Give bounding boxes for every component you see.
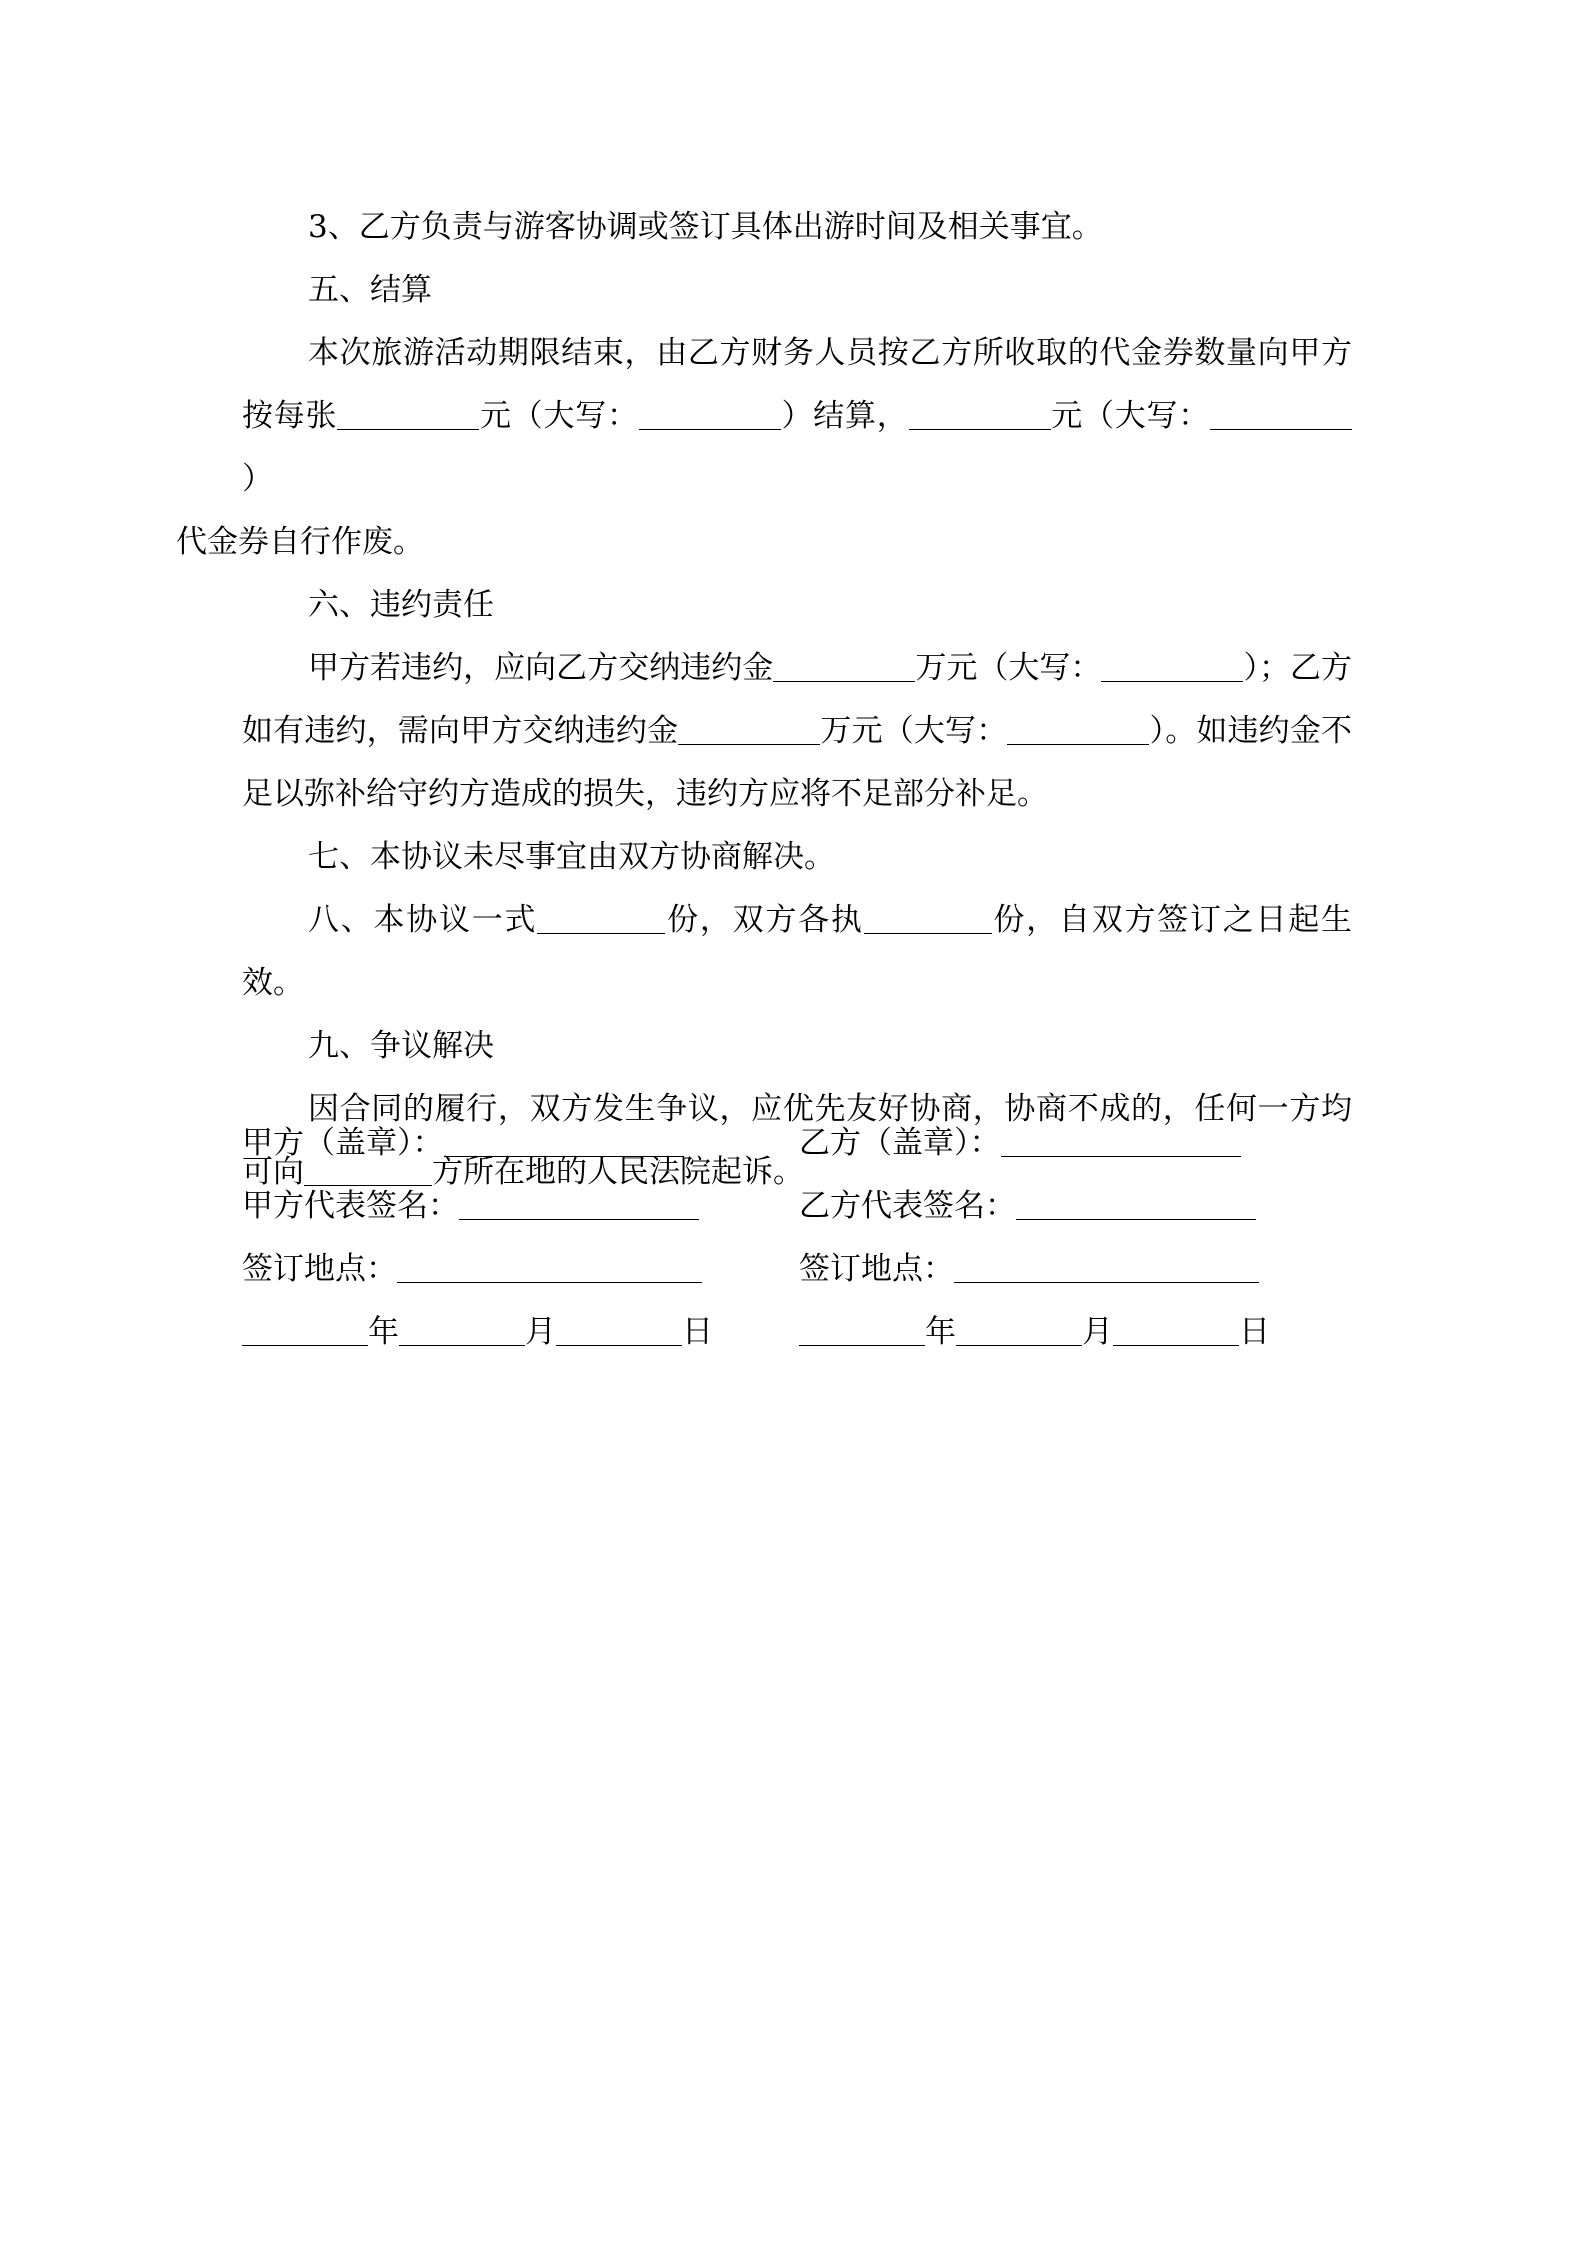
blank-field[interactable] — [1210, 399, 1352, 430]
settlement-text-5: ） — [242, 461, 273, 497]
party-a-seal-field[interactable] — [444, 1126, 684, 1157]
breach-text-4: 万元（大写： — [820, 713, 1008, 749]
party-a-year-field[interactable] — [242, 1315, 368, 1346]
clause-7: 七、本协议未尽事宜由双方协商解决。 — [308, 839, 835, 875]
party-a-place-row — [242, 1238, 713, 1301]
party-b-seal-label: 乙方（盖章）： — [799, 1125, 1001, 1161]
breach-paragraph — [242, 637, 1352, 826]
blank-field[interactable] — [773, 651, 915, 682]
settlement-paragraph — [176, 322, 1352, 574]
year-label: 年 — [368, 1314, 399, 1350]
party-a-place-label: 签订地点： — [242, 1251, 397, 1287]
year-label: 年 — [925, 1314, 956, 1350]
party-b-month-field[interactable] — [956, 1315, 1082, 1346]
party-a-signature — [242, 1112, 713, 1364]
blank-field[interactable] — [1101, 651, 1243, 682]
party-a-seal-row — [242, 1112, 713, 1175]
dispute-text-1: 因合同的履行，双方发生争议，应优先友好协商，协商不成的，任何一方均可向 — [242, 1091, 1352, 1190]
clause-8-text-2: 份，双方各执 — [665, 902, 864, 938]
dispute-text-2: 方所在地的人民法院起诉。 — [432, 1154, 804, 1190]
clause-8-text-1: 八、本协议一式 — [308, 902, 538, 938]
clause-3: 3、乙方负责与游客协调或签订具体出游时间及相关事宜。 — [308, 209, 1103, 245]
clause-8 — [242, 889, 1352, 1015]
breach-text-2: 万元（大写： — [915, 650, 1102, 686]
blank-field[interactable] — [678, 714, 820, 745]
section-heading-breach: 六、违约责任 — [308, 587, 494, 623]
party-b-signature — [799, 1112, 1270, 1364]
party-a-rep-field[interactable] — [459, 1189, 699, 1220]
party-b-day-field[interactable] — [1113, 1315, 1239, 1346]
blank-field[interactable] — [1007, 714, 1149, 745]
blank-field[interactable] — [639, 399, 781, 430]
party-a-rep-label: 甲方代表签名： — [242, 1188, 459, 1224]
party-b-rep-field[interactable] — [1016, 1189, 1256, 1220]
blank-field[interactable] — [909, 399, 1051, 430]
party-a-month-field[interactable] — [399, 1315, 525, 1346]
party-b-rep-label: 乙方代表签名： — [799, 1188, 1016, 1224]
section-heading-settlement: 五、结算 — [308, 272, 432, 308]
settlement-text-4: 元（大写： — [1050, 398, 1210, 434]
party-b-seal-field[interactable] — [1001, 1126, 1241, 1157]
party-a-seal-label: 甲方（盖章）： — [242, 1125, 444, 1161]
party-a-date-row — [242, 1301, 713, 1364]
breach-text-3: ）；乙方如有违约，需向甲方交纳违约金 — [242, 650, 1353, 749]
blank-field[interactable] — [537, 903, 665, 934]
party-b-date-row — [799, 1301, 1270, 1364]
blank-field[interactable] — [864, 903, 992, 934]
party-b-place-label: 签订地点： — [799, 1251, 954, 1287]
contract-body — [176, 196, 1353, 1204]
section-heading-dispute: 九、争议解决 — [308, 1028, 494, 1064]
day-label: 日 — [682, 1314, 713, 1350]
party-a-day-field[interactable] — [556, 1315, 682, 1346]
party-b-place-field[interactable] — [954, 1252, 1259, 1283]
party-a-rep-row — [242, 1175, 713, 1238]
day-label: 日 — [1239, 1314, 1270, 1350]
party-a-place-field[interactable] — [397, 1252, 702, 1283]
settlement-text-6: 代金券自行作废。 — [176, 524, 424, 560]
breach-text-1: 甲方若违约，应向乙方交纳违约金 — [308, 650, 774, 686]
month-label: 月 — [525, 1314, 556, 1350]
clause-8-text-3: 份，自双方签订之日起生效。 — [242, 902, 1353, 1001]
party-b-seal-row — [799, 1112, 1270, 1175]
settlement-text-1: 本次旅游活动期限结束，由乙方财务人员按乙方所收取的代金券数量向甲方按每张 — [242, 335, 1352, 434]
party-b-rep-row — [799, 1175, 1270, 1238]
party-b-year-field[interactable] — [799, 1315, 925, 1346]
month-label: 月 — [1082, 1314, 1113, 1350]
settlement-text-2: 元（大写： — [479, 398, 639, 434]
party-b-place-row — [799, 1238, 1270, 1301]
breach-text-5: ）。如违约金不足以弥补给守约方造成的损失，违约方应将不足部分补足。 — [242, 713, 1352, 812]
settlement-text-3: ）结算， — [780, 398, 909, 434]
blank-field[interactable] — [337, 399, 479, 430]
